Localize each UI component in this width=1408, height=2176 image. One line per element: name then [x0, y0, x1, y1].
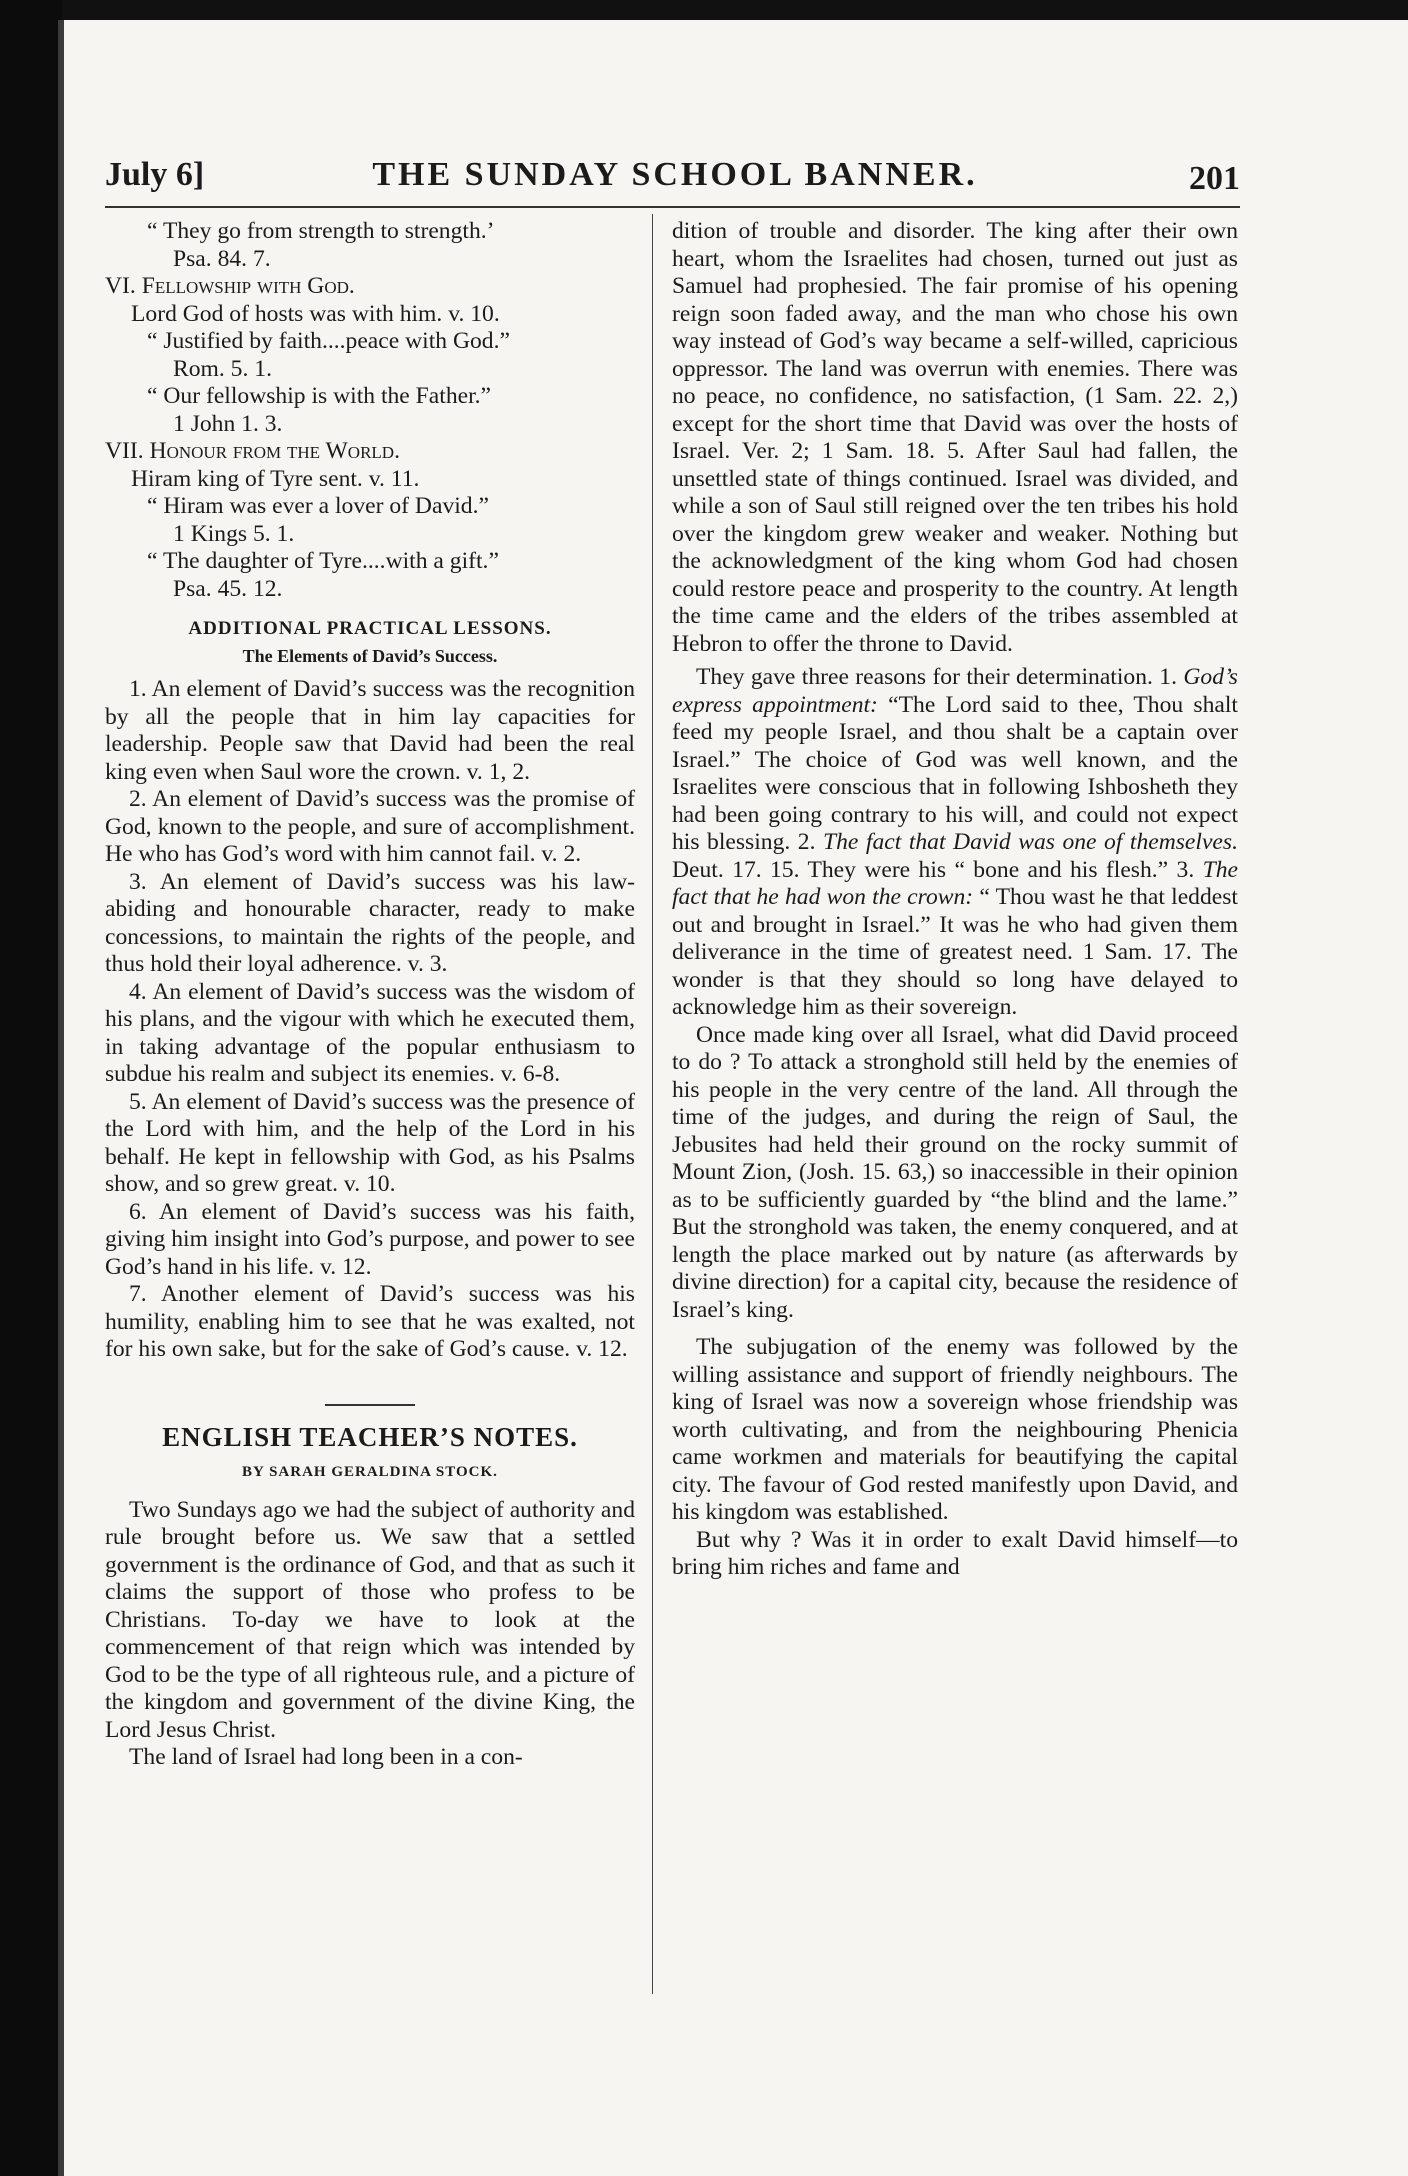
column-rule	[652, 214, 653, 1994]
body-paragraph: Once made king over all Israel, what did David proceed to do ? To attack a stronghold still held by the enemies of his people in the very centre of the land. All through the time of the judges, and during the reign of Saul, the Jebusites had held their ground on the rocky summit of Mount Zion, (Josh. 15. 63,) so inaccessible in their opinion as to be sufficiently guarded by “the blind and the lame.” But the stronghold was taken, the enemy conquered, and at length the place marked out by nature (as afterwards by divine direction) for a capital city, because the residence of Israel’s king.	[672, 1021, 1238, 1323]
page-number: 201	[1189, 160, 1240, 197]
outline-heading: VI. Fellowship with God.	[105, 273, 355, 299]
notes-paragraph: Two Sundays ago we had the subject of authority and rule brought before us. We saw that a settled government is the ordinance of God, and that as such it claims the support of those who profess to be Christians. To-day we have to look at the commencement of that reign which was intended by God to be the type of all righteous rule, and a picture of the kingdom and government of the divine King, the Lord Jesus Christ.	[105, 1496, 635, 1743]
lesson-item: 2. An element of David’s success was the promise of God, known to the people, and sure of accomplishment. He who has God’s word with him cannot fail. v. 2.	[105, 786, 635, 867]
section-divider	[325, 1404, 415, 1406]
page-edge	[58, 20, 64, 2176]
lesson-outline	[105, 218, 635, 603]
journal-title: THE SUNDAY SCHOOL BANNER.	[372, 156, 978, 193]
lesson-item: 7. Another element of David’s success was his humility, enabling him to see that he was exalted, not for his own sake, but for the sake of God’s cause. v. 12.	[105, 1281, 635, 1362]
lesson-item: 5. An element of David’s success was the presence of the Lord with him, and the help of the Lord in his behalf. He kept in fellowship with God, as his Psalms show, and so grew great. v. 10.	[105, 1088, 635, 1197]
notes-byline: BY SARAH GERALDINA STOCK.	[242, 1464, 498, 1480]
lesson-item: 6. An element of David’s success was his faith, giving him insight into God’s purpose, and power to see God’s hand in his life. v. 12.	[105, 1198, 635, 1280]
outline-line: Lord God of hosts was with him. v. 10.	[131, 300, 500, 327]
notes-heading: ENGLISH TEACHER’S NOTES.	[162, 1421, 578, 1452]
scan-border	[0, 0, 62, 2176]
notes-paragraph: The land of Israel had long been in a con-	[129, 1744, 523, 1770]
lessons-heading: ADDITIONAL PRACTICAL LESSONS.	[188, 618, 552, 639]
outline-line: Rom. 5. 1.	[173, 355, 272, 382]
body-paragraph: dition of trouble and disorder. The king after their own heart, whom the Israelites had chosen, turned out just as Samuel had prophesied. The fair promise of his opening reign soon faded away, and the man who chose his own way instead of God’s way became a self-willed, capricious oppressor. The land was overrun with enemies. There was no peace, no confidence, no satisfaction, (1 Sam. 22. 2,) except for the short time that David was over the hosts of Israel. Ver. 2; 1 Sam. 18. 5. After Saul had fallen, the unsettled state of things continued. Israel was divided, and while a son of Saul still reigned over the ten tribes his hold over the kingdom grew weaker and weaker. Nothing but the acknowledgment of the king whom God had chosen could restore peace and prosperity to the country. At length the time came and the elders of the tribes assembled at Hebron to offer the throne to David.	[672, 218, 1238, 657]
outline-line: “ Justified by faith....peace with God.”	[147, 328, 510, 354]
header-date: July 6]	[105, 156, 205, 193]
lesson-item: 3. An element of David’s success was his law-abiding and honourable character, ready to make concessions, to maintain the rights of the people, and thus hold their loyal adherence. v. 3.	[105, 868, 635, 977]
outline-line: “ They go from strength to strength.’	[147, 218, 495, 244]
right-column	[672, 218, 1238, 1582]
outline-line: Psa. 45. 12.	[173, 575, 283, 602]
outline-line: “ The daughter of Tyre....with a gift.”	[147, 548, 499, 574]
outline-line: Psa. 84. 7.	[173, 245, 271, 272]
header-rule	[105, 206, 1240, 208]
body-paragraph: But why ? Was it in order to exalt David himself—to bring him riches and fame and	[672, 1526, 1238, 1580]
outline-line: Hiram king of Tyre sent. v. 11.	[131, 465, 420, 492]
left-column	[105, 218, 635, 1772]
lesson-item: 1. An element of David’s success was the recognition by all the people that in him lay capacities for leadership. People saw that David had been the real king even when Saul wore the crown. v. 1, 2.	[105, 676, 635, 785]
outline-line: 1 Kings 5. 1.	[173, 520, 295, 547]
body-paragraph: They gave three reasons for their determination. 1. God’s express appointment: “The Lord said to thee, Thou shalt feed my people Israel, and thou shalt be a captain over Israel.” The choice of God was well known, and the Israelites were conscious that in following Ishbosheth they had been going contrary to his will, and could not expect his blessing. 2. The fact that David was one of themselves. Deut. 17. 15. They were his “ bone and his flesh.” 3. The fact that he had won the crown: “ Thou wast he that leddest out and brought in Israel.” It was he who had given them deliverance in the time of greatest need. 1 Sam. 17. The wonder is that they should so long have delayed to acknowledge him as their sovereign.	[672, 664, 1238, 1020]
body-paragraph: The subjugation of the enemy was followed by the willing assistance and support of friendly neighbours. The king of Israel was now a sovereign whose friendship was worth cultivating, and from the neighbouring Phenicia came workmen and materials for beautifying the capital city. The favour of God rested manifestly upon David, and his kingdom was established.	[672, 1334, 1238, 1525]
running-header	[105, 140, 1240, 200]
outline-heading: VII. Honour from the World.	[105, 438, 400, 464]
outline-line: “ Our fellowship is with the Father.”	[147, 383, 492, 409]
lessons-subheading: The Elements of David’s Success.	[242, 645, 498, 666]
outline-line: “ Hiram was ever a lover of David.”	[147, 493, 489, 519]
lesson-item: 4. An element of David’s success was the wisdom of his plans, and the vigour with which he executed them, in taking advantage of the popular enthusiasm to subdue his realm and subject its enemies. v. 6-8.	[105, 978, 635, 1087]
outline-line: 1 John 1. 3.	[173, 410, 283, 437]
